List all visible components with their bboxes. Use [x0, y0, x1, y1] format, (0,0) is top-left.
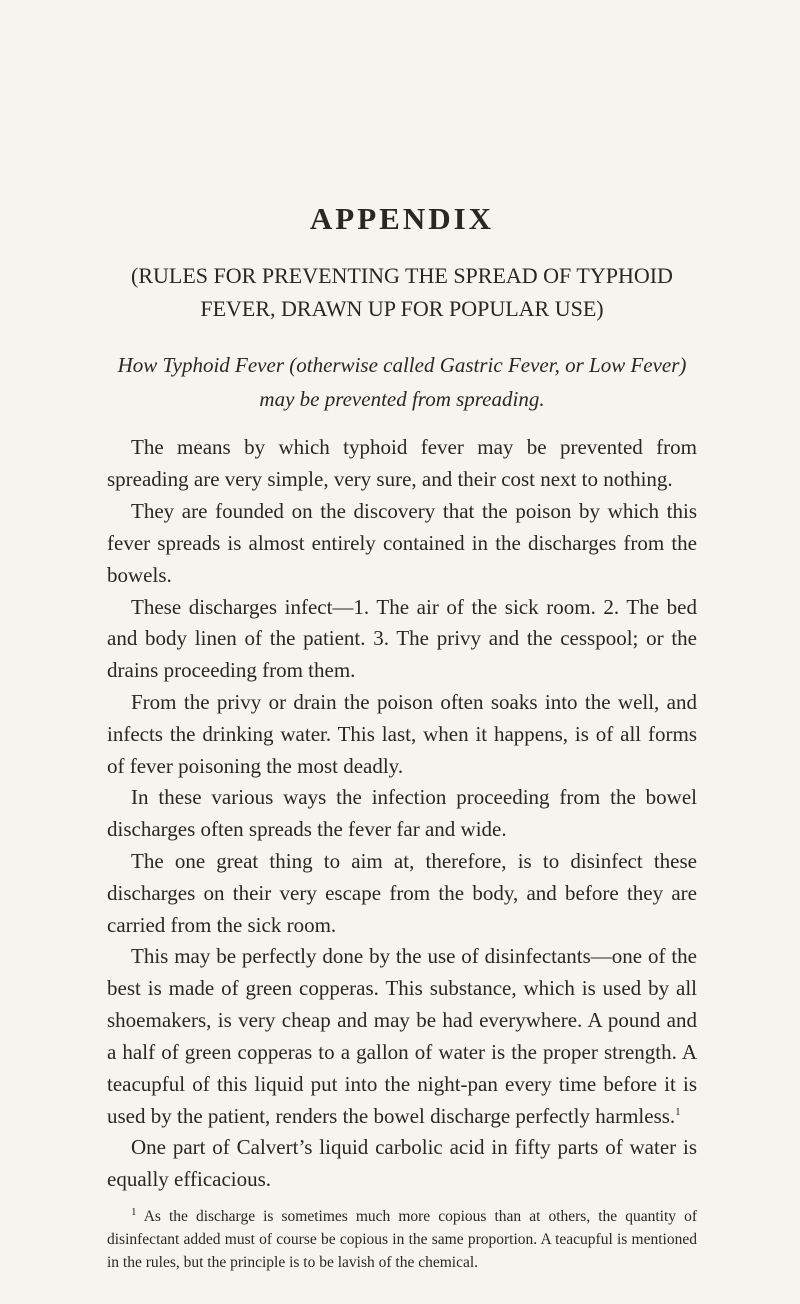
footnote-reference: 1 — [675, 1105, 681, 1118]
footnote — [107, 1206, 697, 1275]
paragraph: These discharges infect—1. The air of the sick room. 2. The bed and body linen of the patient. 3. The privy and the cesspool; or the drains proceeding from them. — [107, 594, 697, 683]
page-content — [107, 200, 697, 1275]
subtitle — [107, 260, 697, 325]
footnote-text: As the discharge is sometimes much more copious than at others, the quantity of disinfectant added must of course be copious in the same proportion. A teacupful is mentioned in the rules, but the principle is to be lavish of the chemical. — [107, 1207, 697, 1271]
subtitle-line-1: (RULES FOR PREVENTING THE SPREAD OF TYPHOID — [131, 263, 673, 289]
paragraph: In these various ways the infection proceeding from the bowel discharges often spreads the fever far and wide. — [107, 785, 697, 842]
footnote-marker: 1 — [131, 1205, 137, 1218]
paragraph: From the privy or drain the poison often soaks into the well, and infects the drinking water. This last, when it happens, is of all forms of fever poisoning the most deadly. — [107, 689, 697, 778]
section-heading-line-1: How Typhoid Fever (otherwise called Gastric Fever, or Low Fever) — [117, 353, 687, 378]
paragraph: The one great thing to aim at, therefore, is to disinfect these discharges on their very escape from the body, and before they are carried from the sick room. — [107, 849, 697, 937]
paragraph: The means by which typhoid fever may be prevented from spreading are very simple, very sure, and their cost next to nothing. — [107, 435, 697, 492]
page-title: APPENDIX — [309, 201, 495, 236]
subtitle-line-2: FEVER, DRAWN UP FOR POPULAR USE) — [200, 295, 604, 321]
body-text — [107, 432, 697, 1196]
section-heading — [107, 349, 697, 416]
section-heading-line-2: may be prevented from spreading. — [259, 386, 545, 411]
paragraph: One part of Calvert’s liquid carbolic acid in fifty parts of water is equally efficacious. — [107, 1135, 697, 1192]
paragraph: They are founded on the discovery that the poison by which this fever spreads is almost entirely contained in the discharges from the bowels. — [107, 499, 697, 587]
paragraph-text: This may be perfectly done by the use of disinfectants—one of the best is made of green copperas. This substance, which is used by all shoemakers, is very cheap and may be had everywhere. A pound and a half of green copperas to a gallon of water is the proper strength. A teacupful of this liquid put into the night-pan every time before it is used by the patient, renders the bowel discharge perfectly harmless. — [107, 944, 697, 1128]
paragraph-with-footnote — [107, 941, 697, 1132]
